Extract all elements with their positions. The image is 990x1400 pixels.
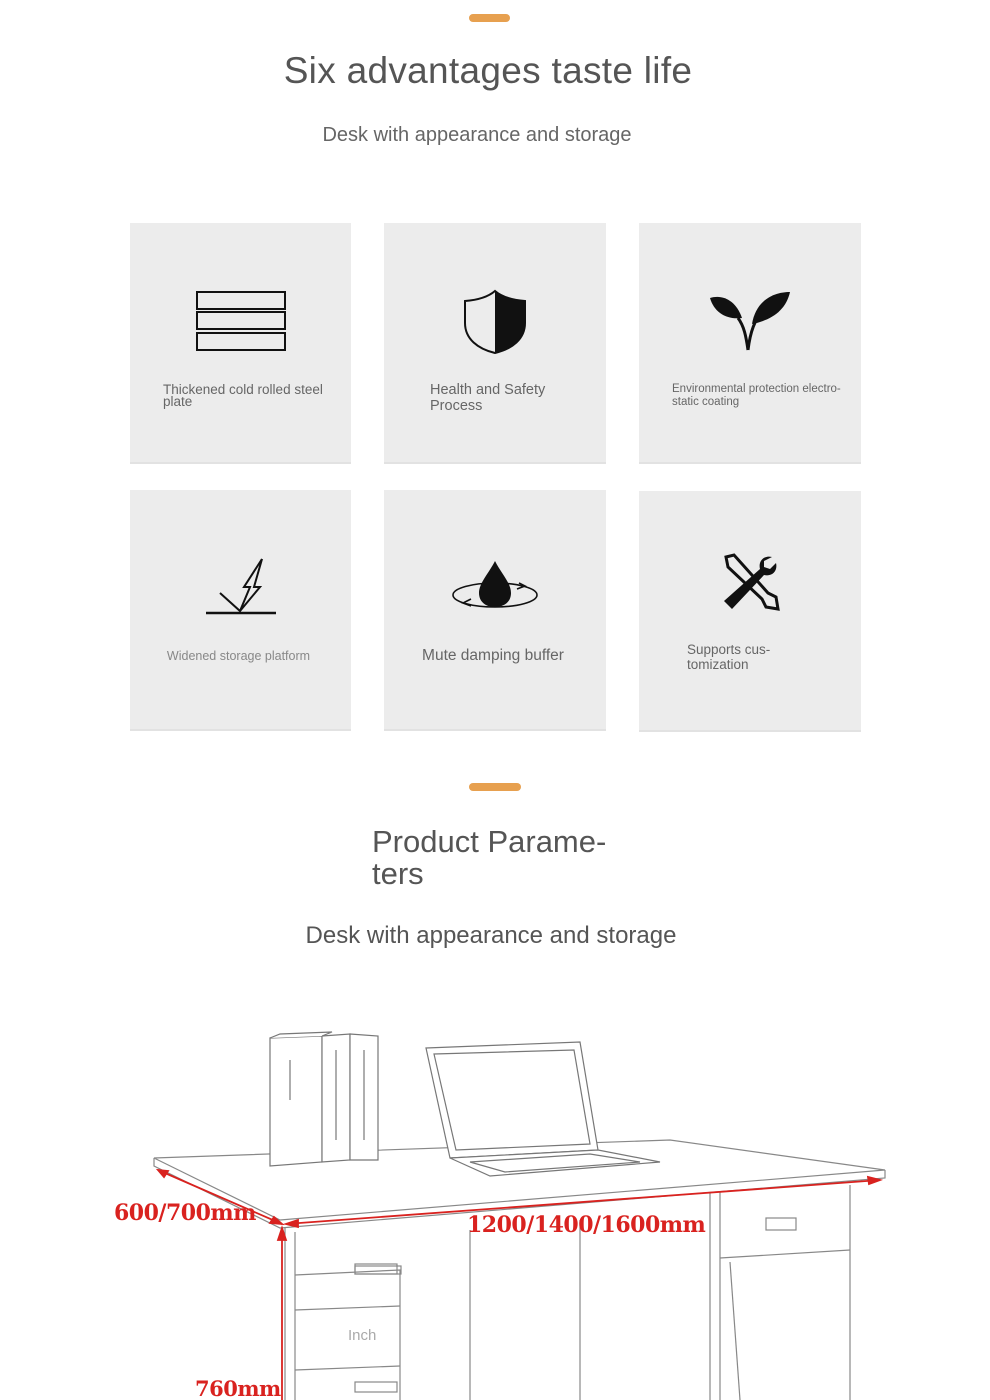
stacked-plates-icon (130, 290, 351, 354)
tools-icon (639, 553, 861, 613)
feature-card-customization (639, 491, 861, 732)
section-subtitle-parameters: Desk with appearance and storage (305, 922, 677, 949)
feature-card-storage-platform (130, 490, 351, 731)
feature-label: Mute damping buffer (422, 647, 564, 664)
feature-card-steel-plate (130, 223, 351, 464)
feature-label: Supports cus-tomization (687, 642, 771, 672)
feature-label: Widened storage platform (166, 649, 311, 663)
feature-label: Health and Safety Process (430, 382, 546, 414)
dimension-depth-label: 600/700mm (114, 1200, 256, 1226)
unit-label: Inch (348, 1327, 377, 1344)
lightning-platform-icon (130, 557, 351, 617)
feature-label: Thickened cold rolled steel plate (163, 382, 323, 409)
feature-card-eco-coating (639, 223, 861, 464)
feature-card-damping-buffer (384, 490, 606, 731)
sprout-icon (639, 290, 861, 352)
feature-card-health-safety (384, 223, 606, 464)
section-title-advantages: Six advantages taste life (283, 50, 693, 91)
section-subtitle-advantages: Desk with appearance and storage (322, 124, 632, 146)
shield-icon (384, 289, 606, 355)
section-divider-middle (469, 783, 521, 791)
section-divider-top (469, 14, 510, 22)
feature-label: Environmental protection electro-static coating (672, 383, 841, 408)
droplet-orbit-icon (384, 559, 606, 615)
dimension-width-label: 1200/1400/1600mm (467, 1212, 706, 1238)
section-title-parameters: Product Parame-ters (372, 824, 607, 891)
dimension-height-label: 760mm (195, 1376, 281, 1400)
